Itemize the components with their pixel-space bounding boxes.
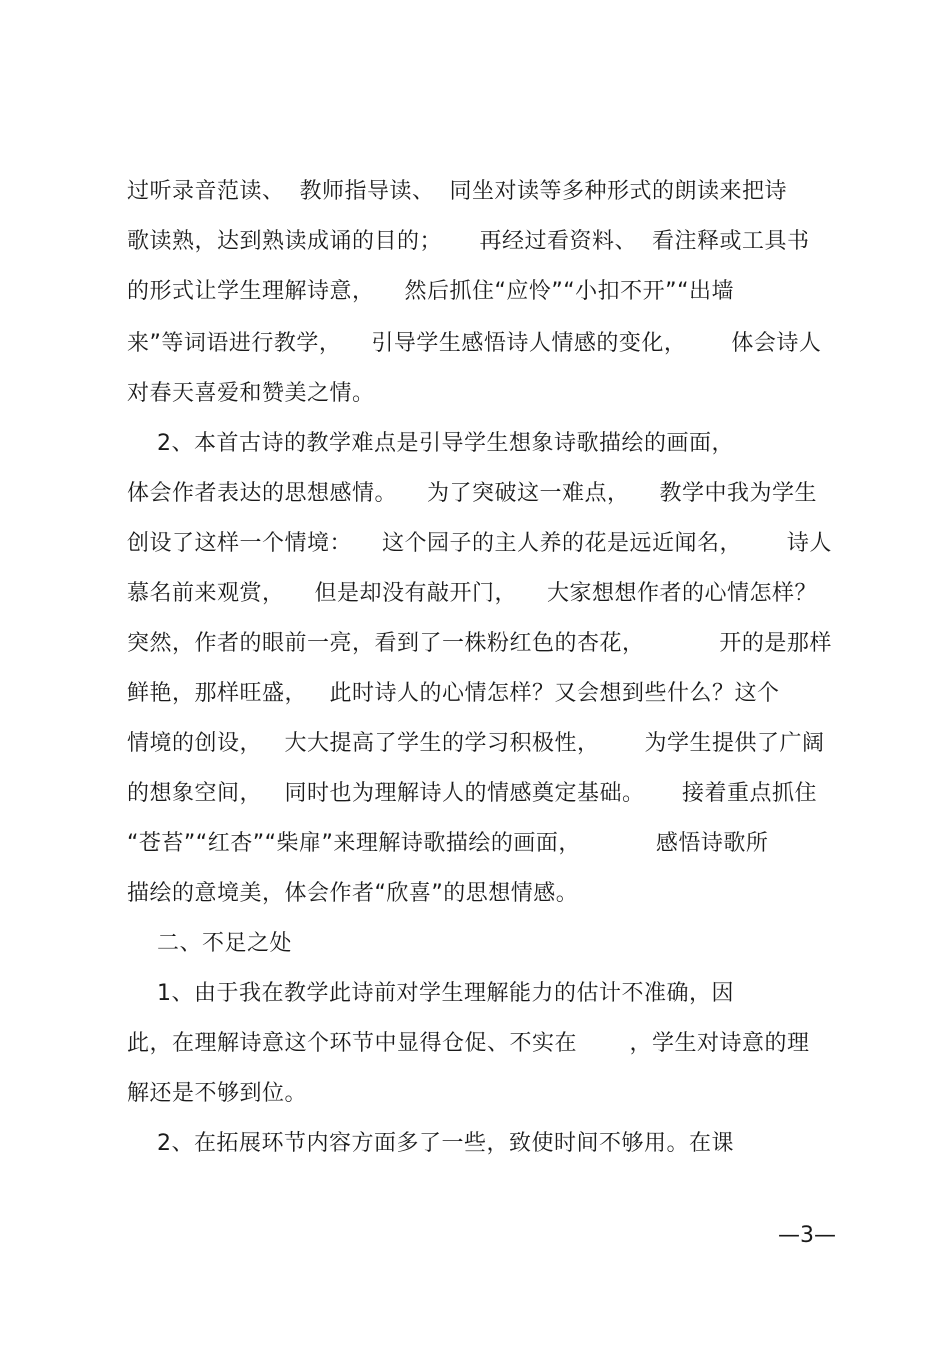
text-line: 1、由于我在教学此诗前对学生理解能力的估计不准确，因 [127,981,734,1006]
text-line: 描绘的意境美，体会作者“欣喜”的思想情感。 [127,881,579,906]
text-line: 情境的创设， 大大提高了学生的学习积极性， 为学生提供了广阔 [127,731,825,756]
text-line: 解还是不够到位。 [127,1081,308,1106]
text-line: 过听录音范读、 教师指导读、 同坐对读等多种形式的朗读来把诗 [127,179,787,204]
text-line: “苍苔”“红杏”“柴扉”来理解诗歌描绘的画面， 感悟诗歌所 [127,831,769,856]
text-line: 2、在拓展环节内容方面多了一些，致使时间不够用。在课 [127,1131,734,1156]
section-heading: 二、不足之处 [127,931,292,956]
text-line: 体会作者表达的思想感情。 为了突破这一难点， 教学中我为学生 [127,481,817,506]
text-line: 对春天喜爱和赞美之情。 [127,381,375,406]
text-line: 此，在理解诗意这个环节中显得仓促、不实在 ，学生对诗意的理 [127,1031,810,1056]
text-line: 创设了这样一个情境： 这个园子的主人养的花是远近闻名， 诗人 [127,531,832,556]
text-line: 慕名前来观赏， 但是却没有敲开门， 大家想想作者的心情怎样？ [127,581,817,606]
text-line: 来”等词语进行教学， 引导学生感悟诗人情感的变化， 体会诗人 [127,331,822,356]
text-line: 的想象空间， 同时也为理解诗人的情感奠定基础。 接着重点抓住 [127,781,817,806]
text-line: 突然，作者的眼前一亮，看到了一株粉红色的杏花， 开的是那样 [127,631,832,656]
text-line: 的形式让学生理解诗意， 然后抓住“应怜”“小扣不开”“出墙 [127,279,734,304]
text-line: 2、本首古诗的教学难点是引导学生想象诗歌描绘的画面， [127,431,734,456]
text-line: 鲜艳，那样旺盛， 此时诗人的心情怎样？又会想到些什么？这个 [127,681,780,706]
text-line: 歌读熟，达到熟读成诵的目的； 再经过看资料、 看注释或工具书 [127,229,810,254]
page-number: —3— [778,1223,836,1248]
